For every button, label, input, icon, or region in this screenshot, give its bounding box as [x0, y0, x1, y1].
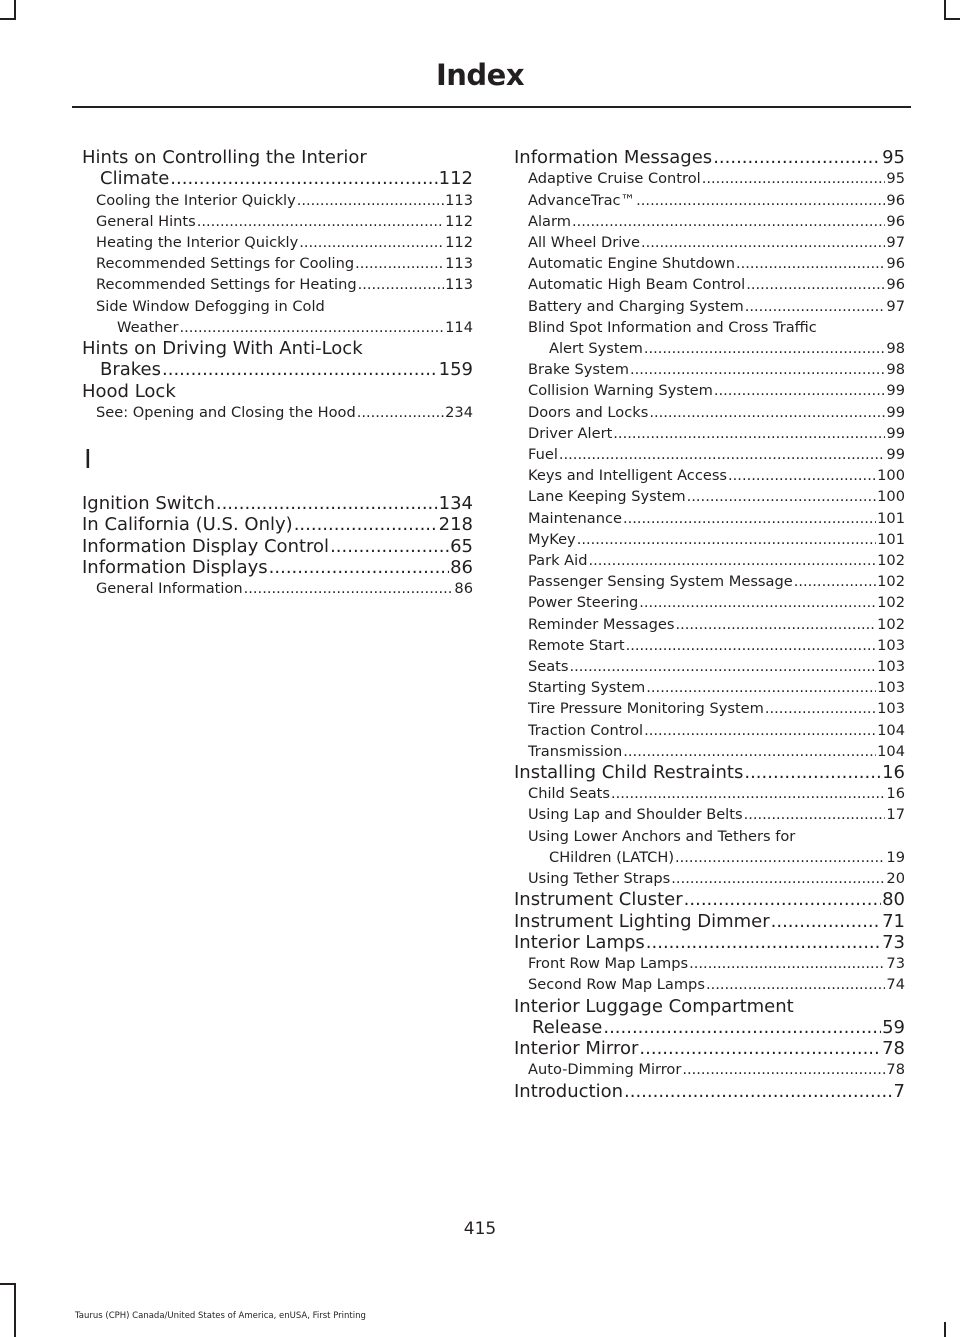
- index-entry: [514, 911, 905, 932]
- index-entry: [514, 592, 905, 613]
- index-entry: [514, 486, 905, 507]
- index-entry: [514, 720, 905, 741]
- entry-page-number: 103: [877, 636, 905, 654]
- crop-mark-bottom-left-v: [14, 1283, 16, 1337]
- entry-page-number: 86: [454, 580, 473, 598]
- entry-text: Traction Control: [528, 721, 644, 739]
- entry-page-number: 16: [886, 785, 905, 803]
- index-entry: [514, 423, 905, 444]
- entry-text: Interior Mirror: [514, 1038, 639, 1060]
- entry-text: Auto-Dimming Mirror: [528, 1061, 682, 1079]
- entry-page-number: 59: [882, 1016, 905, 1038]
- index-entry: [514, 698, 905, 719]
- entry-page-number: 7: [893, 1080, 905, 1102]
- index-entry: [514, 465, 905, 486]
- entry-text: Starting System: [528, 679, 646, 697]
- index-entry: [514, 762, 905, 783]
- entry-page-number: 65: [450, 535, 473, 557]
- entry-page-number: 96: [886, 276, 905, 294]
- index-subheading: Side Window Defogging in Cold: [96, 297, 325, 315]
- entry-page-number: 98: [886, 361, 905, 379]
- index-entry: [514, 571, 905, 592]
- entry-text: Driver Alert: [528, 424, 613, 442]
- entry-text: Front Row Map Lamps: [528, 955, 689, 973]
- entry-page-number: 96: [886, 212, 905, 230]
- index-entry: [82, 402, 473, 423]
- entry-text: Battery and Charging System: [528, 297, 744, 315]
- entry-text: Park Aid: [528, 551, 588, 569]
- entry-text: Introduction: [514, 1080, 624, 1102]
- leader-dots: [687, 486, 877, 507]
- crop-mark-bottom-right-v: [944, 1322, 946, 1337]
- index-column-left: [82, 147, 473, 600]
- entry-page-number: 112: [445, 234, 473, 251]
- entry-text: Release: [532, 1016, 603, 1038]
- index-entry: [514, 359, 905, 380]
- leader-dots: [299, 232, 444, 253]
- index-entry: [82, 536, 473, 557]
- index-entry: [514, 1038, 905, 1059]
- leader-dots: [794, 571, 876, 592]
- entry-text: Weather: [117, 318, 179, 336]
- entry-text: Information Messages: [514, 147, 713, 168]
- entry-page-number: 20: [886, 870, 905, 888]
- entry-page-number: 99: [886, 445, 905, 463]
- entry-text: Maintenance: [528, 509, 622, 527]
- entry-page-number: 104: [877, 721, 905, 739]
- leader-dots: [357, 402, 444, 423]
- header-divider: [72, 106, 911, 108]
- leader-dots: [623, 508, 876, 529]
- index-entry: [514, 168, 905, 189]
- leader-dots: [572, 211, 885, 232]
- index-entry: [514, 974, 905, 995]
- index-entry: [82, 514, 473, 535]
- leader-dots: [216, 493, 438, 514]
- entry-text: Installing Child Restraints: [514, 761, 744, 783]
- crop-mark-top-right-h: [944, 18, 960, 20]
- entry-text: Power Steering: [528, 594, 639, 612]
- entry-page-number: 78: [882, 1038, 905, 1060]
- index-entry: [514, 677, 905, 698]
- entry-page-number: 114: [445, 318, 473, 336]
- index-entry: [82, 232, 473, 253]
- leader-dots: [639, 592, 876, 613]
- entry-page-number: 100: [877, 488, 905, 506]
- entry-page-number: 98: [886, 339, 905, 357]
- index-entry: [514, 190, 905, 211]
- leader-dots: [358, 274, 445, 295]
- entry-text: Instrument Lighting Dimmer: [514, 910, 770, 932]
- leader-dots: [649, 402, 885, 423]
- leader-dots: [736, 253, 885, 274]
- index-entry: [514, 508, 905, 529]
- entry-page-number: 99: [886, 382, 905, 400]
- index-entry: [514, 741, 905, 762]
- entry-page-number: 234: [445, 403, 473, 421]
- entry-text: Alert System: [549, 339, 643, 357]
- leader-dots: [630, 359, 885, 380]
- index-entry: [514, 529, 905, 550]
- section-letter: I: [84, 445, 92, 476]
- index-subheading: Blind Spot Information and Cross Traffic: [528, 318, 817, 336]
- leader-dots: [297, 190, 444, 211]
- entry-page-number: 71: [882, 910, 905, 932]
- leader-dots: [684, 889, 881, 910]
- entry-text: Child Seats: [528, 785, 610, 803]
- entry-page-number: 104: [877, 742, 905, 760]
- page-title: Index: [435, 58, 525, 92]
- index-entry: [82, 190, 473, 211]
- index-entry: [514, 338, 905, 359]
- leader-dots: [588, 550, 876, 571]
- leader-dots: [671, 868, 885, 889]
- leader-dots: [746, 274, 885, 295]
- entry-page-number: 103: [877, 679, 905, 697]
- entry-page-number: 86: [450, 557, 473, 578]
- index-entry: [514, 444, 905, 465]
- entry-text: General Hints: [96, 212, 196, 230]
- index-entry: [82, 317, 473, 338]
- leader-dots: [641, 232, 885, 253]
- entry-page-number: 102: [877, 573, 905, 591]
- index-subheading: Using Lower Anchors and Tethers for: [528, 827, 796, 845]
- index-entry: [514, 1017, 905, 1038]
- index-entry: [514, 783, 905, 804]
- index-entry: [514, 296, 905, 317]
- index-entry: [82, 168, 473, 189]
- leader-dots: [646, 677, 876, 698]
- index-entry: [514, 550, 905, 571]
- entry-page-number: 95: [886, 170, 905, 188]
- index-entry: [514, 804, 905, 825]
- entry-page-number: 134: [438, 493, 473, 515]
- entry-page-number: 218: [438, 514, 473, 536]
- entry-page-number: 113: [445, 276, 473, 294]
- entry-text: Using Tether Straps: [528, 870, 671, 888]
- index-entry: [514, 889, 905, 910]
- entry-page-number: 159: [438, 359, 473, 381]
- entry-page-number: 99: [886, 424, 905, 442]
- entry-text: Brakes: [100, 359, 162, 381]
- crop-mark-bottom-left-h: [0, 1283, 16, 1285]
- leader-dots: [603, 1017, 881, 1038]
- leader-dots: [675, 847, 885, 868]
- index-entry: [82, 274, 473, 295]
- footer-text: Taurus (CPH) Canada/United States of America, enUSA, First Printing: [75, 1311, 366, 1321]
- leader-dots: [644, 338, 886, 359]
- leader-dots: [624, 1081, 893, 1102]
- leader-dots: [714, 380, 886, 401]
- entry-text: Second Row Map Lamps: [528, 976, 705, 994]
- entry-page-number: 112: [438, 168, 473, 190]
- index-entry: [82, 557, 473, 578]
- entry-text: Keys and Intelligent Access: [528, 467, 728, 485]
- entry-page-number: 95: [882, 147, 905, 168]
- index-entry: [82, 253, 473, 274]
- entry-text: Brake System: [528, 361, 629, 379]
- leader-dots: [559, 444, 886, 465]
- entry-page-number: 73: [886, 955, 905, 973]
- leader-dots: [244, 578, 454, 599]
- leader-dots: [745, 296, 886, 317]
- leader-dots: [675, 614, 876, 635]
- index-entry: [514, 147, 905, 168]
- leader-dots: [294, 514, 438, 535]
- entry-text: All Wheel Drive: [528, 233, 640, 251]
- entry-text: Transmission: [528, 742, 623, 760]
- entry-text: Instrument Cluster: [514, 889, 683, 911]
- entry-text: Remote Start: [528, 636, 625, 654]
- entry-page-number: 101: [877, 509, 905, 527]
- entry-page-number: 80: [882, 889, 905, 911]
- entry-page-number: 102: [877, 594, 905, 612]
- leader-dots: [179, 317, 444, 338]
- entry-text: MyKey: [528, 530, 576, 548]
- index-entry: [514, 1081, 905, 1102]
- index-entry: [514, 868, 905, 889]
- crop-mark-top-left-h: [0, 18, 16, 20]
- index-heading: Hood Lock: [82, 380, 176, 402]
- entry-text: Alarm: [528, 212, 571, 230]
- entry-text: Cooling the Interior Quickly: [96, 191, 296, 209]
- entry-page-number: 17: [886, 806, 905, 824]
- leader-dots: [570, 656, 877, 677]
- entry-page-number: 101: [877, 530, 905, 548]
- index-heading: Interior Luggage Compartment: [514, 995, 794, 1017]
- index-entry: [514, 932, 905, 953]
- leader-dots: [728, 465, 876, 486]
- entry-text: Information Display Control: [82, 535, 330, 557]
- leader-dots: [765, 698, 876, 719]
- entry-text: Information Displays: [82, 557, 268, 578]
- index-entry: [514, 274, 905, 295]
- index-entry: [82, 493, 473, 514]
- entry-text: Heating the Interior Quickly: [96, 234, 299, 251]
- leader-dots: [613, 423, 885, 444]
- index-entry: [514, 211, 905, 232]
- leader-dots: [170, 168, 437, 189]
- entry-page-number: 19: [886, 848, 905, 866]
- entry-text: Doors and Locks: [528, 403, 649, 421]
- entry-text: Using Lap and Shoulder Belts: [528, 806, 743, 824]
- entry-text: Recommended Settings for Cooling: [96, 255, 355, 273]
- index-entry: [514, 656, 905, 677]
- leader-dots: [626, 635, 877, 656]
- entry-page-number: 99: [886, 403, 905, 421]
- entry-text: CHildren (LATCH): [549, 848, 675, 866]
- leader-dots: [644, 720, 876, 741]
- leader-dots: [639, 1038, 881, 1059]
- entry-text: Reminder Messages: [528, 615, 675, 633]
- index-entry: [514, 402, 905, 423]
- index-entry: [514, 614, 905, 635]
- page-number: 415: [463, 1219, 497, 1239]
- leader-dots: [162, 359, 438, 380]
- entry-page-number: 74: [886, 976, 905, 994]
- leader-dots: [330, 536, 449, 557]
- entry-text: Adaptive Cruise Control: [528, 170, 701, 188]
- entry-page-number: 102: [877, 615, 905, 633]
- index-entry: [514, 953, 905, 974]
- index-entry: [82, 211, 473, 232]
- leader-dots: [611, 783, 885, 804]
- entry-page-number: 100: [877, 467, 905, 485]
- index-entry: [82, 359, 473, 380]
- leader-dots: [355, 253, 444, 274]
- leader-dots: [744, 804, 886, 825]
- entry-text: Tire Pressure Monitoring System: [528, 700, 764, 718]
- entry-page-number: 113: [445, 255, 473, 273]
- leader-dots: [197, 211, 444, 232]
- index-heading: Hints on Controlling the Interior: [82, 147, 367, 168]
- crop-mark-top-right-v: [944, 0, 946, 18]
- entry-page-number: 96: [886, 255, 905, 273]
- entry-page-number: 97: [886, 233, 905, 251]
- entry-page-number: 97: [886, 297, 905, 315]
- leader-dots: [682, 1059, 885, 1080]
- leader-dots: [577, 529, 876, 550]
- entry-page-number: 113: [445, 191, 473, 209]
- entry-text: In California (U.S. Only): [82, 514, 293, 536]
- entry-text: Fuel: [528, 445, 558, 463]
- leader-dots: [269, 557, 449, 578]
- leader-dots: [636, 190, 885, 211]
- leader-dots: [689, 953, 885, 974]
- entry-text: Ignition Switch: [82, 493, 215, 515]
- entry-text: See: Opening and Closing the Hood: [96, 403, 356, 421]
- entry-text: AdvanceTrac™: [528, 191, 636, 209]
- leader-dots: [744, 762, 881, 783]
- entry-text: Passenger Sensing System Message: [528, 573, 793, 591]
- leader-dots: [706, 974, 885, 995]
- leader-dots: [713, 147, 881, 168]
- index-entry: [514, 253, 905, 274]
- entry-page-number: 103: [877, 700, 905, 718]
- entry-text: General Information: [96, 580, 243, 598]
- entry-text: Collision Warning System: [528, 382, 713, 400]
- entry-text: Lane Keeping System: [528, 488, 686, 506]
- entry-text: Seats: [528, 657, 569, 675]
- index-entry: [82, 578, 473, 599]
- index-entry: [514, 847, 905, 868]
- entry-page-number: 73: [882, 931, 905, 953]
- entry-page-number: 78: [886, 1061, 905, 1079]
- entry-page-number: 112: [445, 212, 473, 230]
- entry-text: Climate: [100, 168, 170, 190]
- crop-mark-top-left-v: [14, 0, 16, 18]
- entry-text: Recommended Settings for Heating: [96, 276, 357, 294]
- leader-dots: [702, 168, 886, 189]
- leader-dots: [646, 932, 881, 953]
- index-entry: [514, 232, 905, 253]
- entry-page-number: 16: [882, 761, 905, 783]
- entry-page-number: 103: [877, 657, 905, 675]
- entry-text: Interior Lamps: [514, 931, 645, 953]
- entry-page-number: 96: [886, 191, 905, 209]
- index-entry: [514, 380, 905, 401]
- entry-page-number: 102: [877, 551, 905, 569]
- entry-text: Automatic High Beam Control: [528, 276, 746, 294]
- entry-text: Automatic Engine Shutdown: [528, 255, 735, 273]
- leader-dots: [623, 741, 876, 762]
- index-heading: Hints on Driving With Anti-Lock: [82, 338, 363, 360]
- index-column-right: [514, 147, 905, 1102]
- leader-dots: [771, 911, 881, 932]
- index-entry: [514, 1059, 905, 1080]
- index-entry: [514, 635, 905, 656]
